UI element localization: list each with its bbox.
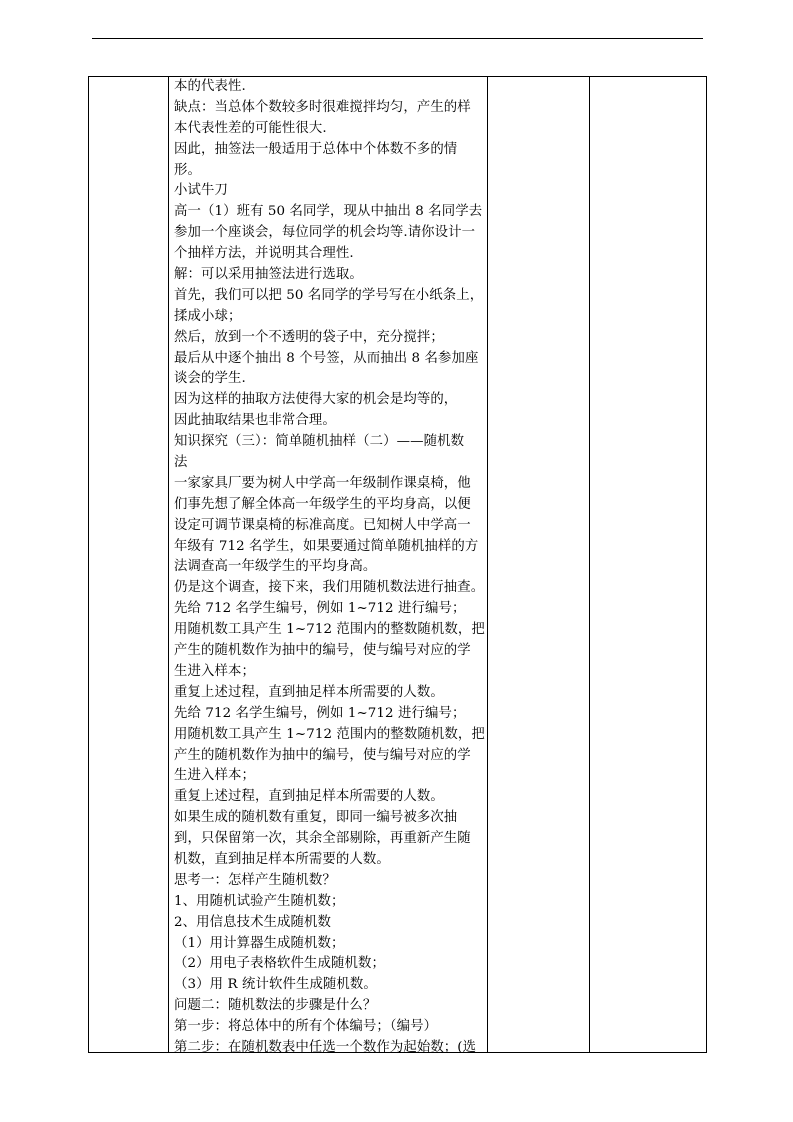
text-line: 法调查高一年级学生的平均身高。 xyxy=(174,559,377,575)
lesson-table xyxy=(88,76,707,1053)
text-line: 问题二：随机数法的步骤是什么？ xyxy=(174,998,377,1014)
text-line: 因此抽取结果也非常合理。 xyxy=(174,413,336,429)
text-line: 首先，我们可以把 50 名同学的学号写在小纸条上， xyxy=(174,287,484,303)
text-line: 高一（1）班有 50 名同学，现从中抽出 8 名同学去 xyxy=(174,204,483,220)
text-line: 生进入样本； xyxy=(174,663,255,679)
column-divider-3 xyxy=(589,77,590,1052)
text-line: 最后从中逐个抽出 8 个号签，从而抽出 8 名参加座 xyxy=(174,350,479,366)
text-line: （2）用电子表格软件生成随机数； xyxy=(174,956,385,972)
text-line: 如果生成的随机数有重复，即同一编号被多次抽 xyxy=(174,810,458,826)
text-line: 本代表性差的可能性很大. xyxy=(174,120,327,136)
text-line: 们事先想了解全体高一年级学生的平均身高，以便 xyxy=(174,496,471,512)
text-line: 第一步：将总体中的所有个体编号；（编号） xyxy=(174,1019,438,1035)
text-line: 用随机数工具产生 1~712 范围内的整数随机数，把 xyxy=(174,726,485,742)
text-line: 揉成小球； xyxy=(174,308,242,324)
column-divider-1 xyxy=(168,77,169,1052)
text-line: 一家家具厂要为树人中学高一年级制作课桌椅，他 xyxy=(174,475,471,491)
text-line: 重复上述过程，直到抽足样本所需要的人数。 xyxy=(174,789,444,805)
text-line: 本的代表性. xyxy=(174,79,246,94)
text-line: 形。 xyxy=(174,162,201,178)
text-line: 思考一：怎样产生随机数？ xyxy=(174,872,336,888)
text-line: 参加一个座谈会，每位同学的机会均等.请你设计一 xyxy=(174,225,476,241)
text-line: 1、用随机试验产生随机数； xyxy=(174,893,345,909)
text-line: （1）用计算器生成随机数； xyxy=(174,935,345,951)
text-line: 知识探究（三）：简单随机抽样（二）——随机数 xyxy=(174,434,465,450)
text-line: 产生的随机数作为抽中的编号，使与编号对应的学 xyxy=(174,747,471,763)
text-line: 先给 712 名学生编号，例如 1~712 进行编号； xyxy=(174,601,466,617)
text-line: 因此，抽签法一般适用于总体中个体数不多的情 xyxy=(174,141,458,157)
text-line: 到，只保留第一次，其余全部剔除，再重新产生随 xyxy=(174,831,471,847)
text-line: 缺点：当总体个数较多时很难搅拌均匀，产生的样 xyxy=(174,99,471,115)
text-line: （3）用 R 统计软件生成随机数。 xyxy=(174,977,377,993)
text-line: 小试牛刀 xyxy=(174,183,228,199)
text-line: 第二步：在随机数表中任选一个数作为起始数；(选 xyxy=(174,1039,477,1055)
text-line: 因为这样的抽取方法使得大家的机会是均等的， xyxy=(174,392,458,408)
text-line: 先给 712 名学生编号，例如 1~712 进行编号； xyxy=(174,705,466,721)
text-line: 个抽样方法，并说明其合理性. xyxy=(174,246,354,262)
text-line: 年级有 712 名学生，如果要通过简单随机抽样的方 xyxy=(174,538,479,554)
text-line: 解：可以采用抽签法进行选取。 xyxy=(174,267,363,283)
text-line: 重复上述过程，直到抽足样本所需要的人数。 xyxy=(174,684,444,700)
text-line: 用随机数工具产生 1~712 范围内的整数随机数，把 xyxy=(174,622,485,638)
text-line: 仍是这个调查，接下来，我们用随机数法进行抽查。 xyxy=(174,580,485,596)
text-line: 产生的随机数作为抽中的编号，使与编号对应的学 xyxy=(174,643,471,659)
text-line: 设定可调节课桌椅的标准高度。已知树人中学高一 xyxy=(174,517,471,533)
header-rule xyxy=(92,38,703,39)
lesson-content-cell xyxy=(174,77,488,1059)
text-line: 生进入样本； xyxy=(174,768,255,784)
text-line: 2、用信息技术生成随机数 xyxy=(174,914,332,930)
text-line: 机数，直到抽足样本所需要的人数。 xyxy=(174,851,390,867)
text-line: 然后，放到一个不透明的袋子中，充分搅拌； xyxy=(174,329,444,345)
text-line: 法 xyxy=(174,455,188,471)
text-line: 谈会的学生. xyxy=(174,371,246,387)
